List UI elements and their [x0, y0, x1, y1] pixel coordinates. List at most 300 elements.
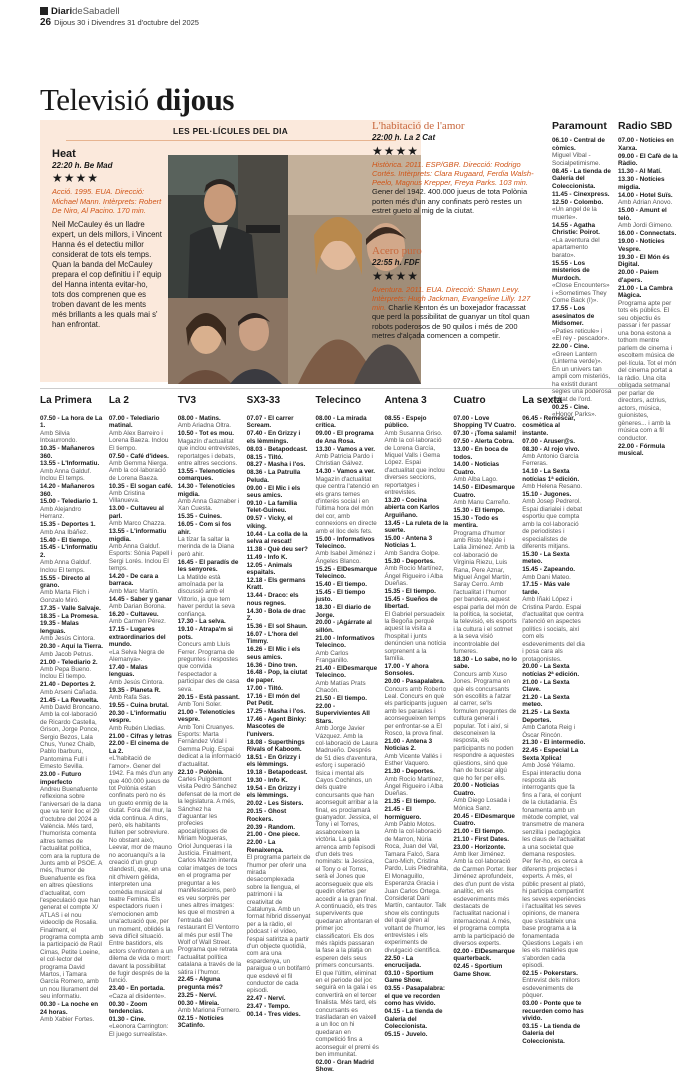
program-entry: [247, 631, 311, 646]
program-title: 06.10 - Central de còmics.: [552, 137, 605, 152]
program-entry: [40, 445, 104, 460]
film-credits: Acció. 1995. EUA. Direcció: Michael Mann. Intèrprets: Robert De Niro, Al Pacino. 170 min.: [52, 187, 162, 215]
program-title: 21.00 - Telediario 2.: [40, 658, 98, 666]
program-entry: [316, 589, 380, 604]
program-entry: [384, 970, 448, 985]
program-title: 08.30 - Al rojo vivo.: [522, 445, 580, 453]
program-title: 12.18 - Els germans Kratt.: [246, 577, 306, 592]
program-entry: [384, 497, 448, 519]
channel-tv3: [178, 395, 242, 1030]
program-entry: [247, 1011, 311, 1018]
program-title: 14.30 - Vamos a ver.: [315, 468, 376, 476]
program-title: 21.20 - La Sexta meteo.: [522, 694, 570, 709]
channel-sx3-33: [247, 395, 311, 1019]
program-title: 18.08 - Superthings Rivals of Kaboom.: [246, 738, 305, 753]
program-entry: [316, 581, 380, 588]
program-title: 23.47 - Tempo.: [246, 1003, 290, 1011]
program-entry: [384, 738, 448, 768]
program-entry: [40, 659, 104, 681]
program-entry: [247, 500, 311, 515]
program-description: Amb Pepa Bueno. Inclou El tiempo.: [40, 665, 92, 681]
program-title: 15.55 - Los misterios de Murdoch.: [552, 259, 590, 282]
program-title: 17.40 - Malas lenguas.: [108, 663, 148, 679]
program-entry: [247, 623, 311, 630]
program-title: 16.26 - El Mic i els seus amics.: [246, 646, 301, 661]
program-title: 13.00 - Cultaveu al parl.: [108, 505, 164, 520]
divider: [40, 388, 660, 389]
program-entry: [109, 710, 173, 732]
program-entry: [247, 785, 311, 800]
program-title: 19.54 - En Grizzy i els lèmmings.: [246, 785, 301, 800]
program-entry: [247, 531, 311, 546]
program-description: Amb Jesús Cintora.: [108, 678, 164, 686]
program-title: 07.00 - Love Shopping TV Cuatro.: [453, 415, 516, 430]
program-entry: [178, 430, 242, 467]
program-title: 15.40 - El tiempo.: [315, 580, 367, 588]
program-description: El Gabriel persuadeix la Begoña perquè aquest la visita a l'hospital i junts denúncien una notícia sorprenent a la família.: [384, 610, 447, 662]
program-description: Concurs amb Lluís Ferrer. Programa de preguntes i respostes que convida l'espectador a participar des de casa seva.: [177, 641, 240, 693]
program-description: «Green Lantern (Linterna verde)». En un univers tan ampli com misteriós, ha existit durant segles una poderosa unitat de l'ord.: [552, 350, 612, 403]
program-title: 21.00 - La Cambra Màgica.: [618, 284, 673, 299]
program-entry: [316, 665, 380, 695]
program-title: 19.30 - Info K.: [246, 777, 288, 785]
rating-stars-icon: ★★★★: [372, 143, 420, 158]
program-entry: [40, 681, 104, 696]
program-description: Amb Alex Barreiro i Lorena Baeza. Inclou El tiempo.: [108, 429, 169, 452]
program-title: 15.45 - Sueños de libertad.: [384, 595, 438, 611]
program-entry: [522, 581, 586, 662]
program-title: 14.30 - Telenotícies migdia.: [177, 483, 236, 498]
program-description: Amb Toni Cruanyes. Esports: Marta Fernàndez Vidal i Gemma Puig. Espai dedicat a la informació d'actualitat.: [177, 723, 241, 768]
program-title: 16.20 - Cultaveu.: [108, 611, 159, 619]
program-title: 17.00 - Y ahora Sonsoles.: [384, 662, 429, 678]
program-title: 11.38 - Què deu ser?: [246, 545, 308, 553]
channel-name: Radio SBD: [618, 120, 673, 132]
program-title: 07.40 - En Grizzy i els lèmmings.: [246, 430, 301, 445]
program-title: 09.10 - La família Telet-Guineu.: [246, 499, 298, 515]
film-habitacio: [372, 122, 540, 215]
program-entry: [247, 831, 311, 838]
program-title: 20.30 - L'informatiu vespre.: [108, 709, 167, 725]
program-description: Amb David Broncano. Amb la col·laboració de Ricardo Castella, Grison, Jorge Ponce, Sergio Bezos, Lala Chus, Yunez Chaib, Pablo Ibarburu, Pantomima Full i Ernesto Sevilla.: [40, 703, 102, 771]
program-description: Amb Jesús Cintora.: [40, 635, 95, 643]
program-entry: [40, 697, 104, 771]
program-title: 22.50 - La encrucijada.: [384, 954, 422, 970]
program-title: 04.15 - La tienda de Galería del Coleccionista.: [384, 1008, 443, 1030]
program-title: 15.35 - Deportes 1.: [40, 521, 96, 529]
program-description: Amb Helena Resano.: [522, 483, 583, 491]
program-entry: [316, 635, 380, 665]
film-synopsis: Gener del 1942. 400.000 jueus de tota Polònia porten més d'un any confinats però restes un estret gueto al mig de la ciutat.: [372, 187, 528, 216]
program-title: 22.10 - Polònia.: [177, 768, 224, 776]
program-entry: [247, 554, 311, 561]
program-title: 10.44 - La colla de la selva al rescat!: [246, 530, 308, 545]
film-acero: [372, 247, 540, 340]
program-entry: [40, 537, 104, 544]
program-entry: [618, 238, 678, 253]
program-title: 13.20 - Cocina abierta con Karlos Arguiñano.: [384, 496, 440, 519]
program-title: 22.00 - El cinema de La 2.: [108, 740, 169, 755]
program-title: 14.50 - ElDesmarque Cuatro.: [453, 484, 515, 499]
program-title: 14.20 - De cara a barraca.: [108, 573, 159, 588]
program-entry: [178, 709, 242, 768]
program-description: Amb Alejandro Herranz.: [40, 505, 81, 521]
program-title: 21.25 - La Sexta Deportes.: [522, 709, 570, 724]
program-entry: [178, 618, 242, 625]
program-entry: [384, 985, 448, 1007]
program-entry: [247, 592, 311, 607]
program-entry: [453, 461, 517, 483]
program-entry: [618, 230, 678, 238]
channel-telecinco: [316, 395, 380, 1074]
program-entry: [522, 739, 586, 746]
program-title: 20.00 - Noticias Cuatro.: [453, 782, 500, 797]
program-entry: [522, 446, 586, 468]
program-entry: [109, 573, 173, 595]
program-description: Programa d'humor amb Risto Mejide i Lalia Jiménez. Amb la col·laboració de Virginia Riezu, Luis Rana, Pere Aznar, Miguel Ángel Martín, Saray Cerro. Amb l'actualitat i l'humor per bandera, aquest espai parla del món de la política, la societat, la televisió, els esports i la cultura i el sotmet a la seva visió incontrolable del fumeres.: [453, 529, 518, 656]
program-entry: [522, 663, 586, 678]
program-entry: [384, 663, 448, 678]
program-title: 19.10 - Atrapa'm si pots.: [177, 626, 233, 641]
program-entry: [384, 806, 448, 954]
program-entry: [618, 269, 678, 284]
program-entry: [247, 461, 311, 468]
page-title: Televisió dijous: [40, 82, 234, 117]
program-description: Amb Patricia Pardo i Christian Gálvez.: [315, 453, 373, 468]
program-title: 17.55 - Los asesinatos de Midsomer.: [552, 305, 595, 327]
program-entry: [178, 1015, 242, 1030]
program-title: 20.00 - ¡Agárrate al sillón.: [315, 619, 372, 634]
film-time: 22:00 h. La 2 Cat: [372, 133, 436, 143]
program-title: 13.44 - Draco: els nous regnes.: [246, 592, 299, 607]
program-entry: [522, 694, 586, 709]
program-entry: [247, 469, 311, 484]
program-description: Amb Carmen Pérez.: [108, 618, 166, 626]
program-entry: [552, 343, 612, 403]
program-entry: [109, 611, 173, 626]
program-description: Amb Darian Borona.: [108, 603, 166, 611]
program-entry: [522, 1023, 586, 1045]
program-title: 08.27 - Masha i l'os.: [246, 461, 306, 469]
program-entry: [522, 468, 586, 490]
program-description: Concurs amb Xuso Jones. Programa en què els concursants són escollits a l'atzar al carrer, se'ls formulen preguntes de cultura general i popular. Tot i així, si desconeixen la resposta, els participants no poden respondre a aquestes qüestions, sinó que han de buscar algú que ho fer per ells.: [453, 670, 517, 782]
channel-name: TV3: [177, 395, 197, 406]
program-title: 20.15 - Està passant.: [177, 693, 240, 701]
program-entry: [453, 782, 517, 812]
channel-antena-3: [384, 395, 448, 1039]
channel-name: La 2: [108, 395, 129, 406]
program-description: Amb Iñaki López i Cristina Pardo. Espai d'actualitat que centra l'atenció en aspectes polítics i socials, així com els esdeveniments del dia i posa cara als protagonistes.: [522, 596, 585, 663]
program-title: 15.30 - Deportes.: [384, 557, 435, 565]
program-entry: [618, 168, 678, 176]
program-title: 03.55 - Pasapalabra: el que ve recorden como has vivido.: [384, 985, 445, 1008]
program-description: Miguel Vibal - Socialpetimisme.: [552, 152, 601, 167]
program-title: 17.25 - Masha i l'os.: [246, 707, 306, 715]
program-entry: [109, 505, 173, 527]
program-entry: [178, 694, 242, 709]
issue-date: Dijous 30 i Divendres 31 d'octubre del 2025: [54, 18, 199, 27]
program-title: 22.00 - Fórmula musical.: [618, 442, 665, 457]
program-title: 15.45 - El tiempo justo.: [315, 588, 366, 604]
program-title: 22.45 - Alguna pregunta més?: [177, 976, 223, 991]
program-entry: [453, 828, 517, 835]
program-entry: [522, 438, 586, 445]
program-title: 05.15 - Juvelo.: [384, 1030, 428, 1038]
program-entry: [453, 656, 517, 782]
program-title: 20.00 - Paiem d'apers.: [618, 269, 659, 284]
program-entry: [316, 536, 380, 566]
program-entry: [109, 733, 173, 740]
program-entry: [552, 191, 612, 199]
program-title: 19.30 - El Món és Digital.: [618, 253, 670, 268]
program-title: 21.00 - Telenotícies vespre.: [177, 708, 236, 724]
program-entry: [316, 604, 380, 619]
program-title: 15.10 - Jugones.: [522, 491, 572, 499]
program-description: Amb Alba Lago.: [453, 476, 498, 484]
program-entry: [618, 176, 678, 191]
program-description: Amb José Yélamo. Espai interactiu dona resposta als interrogants que fa fins a l'ara, el conjunt de la ciutadania. Es fonamenta amb un mètode complet, val transmetre de manera senzilla i pedagògica les claus de l'actualitat a una societat que demana respostes. Per fer-ho, es cerca a diferents projectes i experts. A més, el públic present al plató, hi participa compartint les seves experiències i l'actualitat les seves opinions, de manera que s'estableix una base programa a la fonamentada Qüestions Legals i en les els matèries que s'aborden cada episodi.: [522, 762, 586, 970]
program-entry: [618, 207, 678, 230]
program-title: 08.55 - Espejo público.: [384, 415, 427, 430]
program-title: 14.30 - Bola de drac Z.: [246, 607, 306, 623]
program-title: 09.57 - Vicky, el víking.: [246, 515, 293, 530]
program-description: Amb Anna Galduf. Inclou El temps.: [40, 467, 92, 483]
program-title: 21.30 - Deportes.: [384, 768, 435, 776]
program-description: Amb Vicente Vallés i Esther Vaquero.: [384, 752, 442, 768]
program-entry: [316, 415, 380, 430]
program-title: 21.10 - First Dates.: [453, 835, 509, 843]
program-description: Amb Carlota Reig i Óscar Rincón.: [522, 724, 576, 739]
program-title: 08.36 - La Patrulla Peluda.: [246, 469, 301, 484]
program-entry: [109, 985, 173, 1000]
program-title: 07.07 - El carrer Scream.: [246, 415, 294, 430]
program-entry: [552, 222, 612, 260]
program-description: Amb Rocío Martínez, Ángel Rigueiro i Alba Dueñas.: [384, 775, 444, 798]
program-entry: [384, 1008, 448, 1030]
program-entry: [247, 662, 311, 669]
program-entry: [109, 740, 173, 984]
program-title: 21.45 - El hormiguero.: [384, 806, 422, 821]
program-entry: [453, 415, 517, 430]
program-description: «Paties reticule» i «El rey - pescador».: [552, 327, 610, 342]
program-description: Amb Jorge Javier Vázquez. Amb la col·laboració de Laura Madrueño. Després de 51 dies d'aventura, esforç i superació física i mental als Cayos Cochinos, un dels quatre concursants que han aconseguit arribar a la final, es proclamarà guanyador. Jessica, el Tony i el Torres, assaboreixen la victòria. La gala arrenca amb l'episodi d'un dels tres nominats: la Jessica, el Tony o el Torres, serà el Jones que aconsegueix que els quedin ofertes per accedir a la gran final. A continuació, els tres supervivents que quedaran afrontaran el primer joc classificatori. Els dos més ràpids passaran la fase a la platja on esperen dels seus primers concursants. El que l'últim, eliminat en el periode del joc seguirà en la gala i es convertirà en el tercer finalista. Més tard, els concursants es traslladaran en vaixell a un lloc on hi quedaran en competició fins a aconseguir el premi és ben immunitat.: [315, 725, 380, 1059]
program-title: 21.45 - La Revuelta.: [40, 696, 99, 704]
program-description: La tízar fa saltar la merinda de la Diana però ahir.: [177, 536, 235, 558]
program-title: 03.10 - Sportium Game Show.: [384, 970, 434, 985]
program-title: 20.30 - Aquí la Tierra.: [40, 643, 103, 651]
program-title: 21.50 - El tiempo.: [315, 695, 367, 703]
program-entry: [247, 808, 311, 823]
program-description: Amb Antonio García Ferreras.: [522, 453, 579, 468]
channel-name: La sexta: [522, 395, 563, 406]
program-description: «Honor Parks».: [552, 411, 597, 418]
program-title: 11.49 - Info K.: [246, 553, 288, 561]
program-title: 13.55 - Telenotícies comarques.: [177, 467, 236, 483]
program-title: 15.36 - El sol Shaun.: [246, 622, 308, 630]
program-title: 20.00 - Pasapalabra.: [384, 678, 445, 686]
program-title: 15.40 - El tiempo.: [40, 536, 92, 544]
program-description: Amb Anna Galduf. Inclou El temps.: [40, 559, 92, 574]
program-title: 21.00 - Cifras y letras: [108, 732, 172, 740]
program-entry: [316, 703, 380, 1059]
program-title: 10.35 - Mañaneros 360.: [40, 445, 95, 460]
program-title: 13.55 - L'informatiu migdia.: [108, 528, 167, 543]
program-entry: [40, 620, 104, 642]
program-title: 20.02 - Les Sisters.: [246, 800, 304, 808]
program-entry: [247, 739, 311, 754]
program-entry: [109, 1001, 173, 1016]
program-entry: [40, 643, 104, 658]
program-title: 19.18 - Betapodcast.: [246, 769, 308, 777]
program-title: 16.45 - El paradís de les senyores.: [177, 558, 239, 574]
program-entry: [109, 687, 173, 702]
program-description: Programa apte per tots els públics. El seu objectiu és passar i fer passar una bona estona a tothom mentre parlem de cinema i escoltem música de pel·lícula. Tot el món del cinema portat a la ràdio. Una cita obligada setmanal per parlar de directors, actrius, actors, música, guionistes, gèneres... i amb la música com a fil conductor.: [618, 299, 677, 442]
program-entry: [618, 254, 678, 269]
channel-name: Antena 3: [384, 395, 427, 406]
program-entry: [522, 679, 586, 694]
program-description: Amb Dani Mateo.: [522, 573, 571, 581]
channel-grid: [40, 395, 660, 1074]
program-entry: [384, 415, 448, 496]
program-title: 16.48 - Pop, la ciutat de paper.: [246, 669, 308, 684]
program-title: 19.00 - Notícies Vespre.: [618, 238, 665, 253]
film-heat: [52, 150, 162, 330]
program-entry: [522, 415, 586, 437]
program-title: 03.00 - Ponte que te recuerden como has vivido.: [522, 1000, 584, 1022]
program-entry: [618, 137, 678, 152]
program-title: 06.45 - Remescar, cosmètica al instante.: [522, 415, 576, 437]
program-description: Amb Marc Martín.: [108, 587, 159, 595]
program-title: 00.30 - La noche en 24 horas.: [40, 1001, 99, 1016]
program-title: 14.55 - Agatha Christie: Poirot.: [552, 221, 600, 236]
program-entry: [618, 192, 678, 207]
program-title: 13.30 - Vamos a ver.: [315, 445, 376, 453]
program-entry: [109, 415, 173, 452]
program-title: 15.00 - Informativos Telecinco.: [315, 535, 375, 550]
program-title: 08.03 - Betapodcast.: [246, 445, 308, 453]
program-title: 21.30 - El intermedio.: [522, 739, 586, 747]
program-title: 09.00 - El programa de Ana Rosa.: [315, 430, 374, 445]
program-entry: [522, 1000, 586, 1022]
program-description: «Un angel de la muerte».: [552, 206, 597, 221]
program-entry: [109, 1016, 173, 1038]
program-entry: [247, 446, 311, 453]
program-title: 22.00 - La Renaixença.: [246, 839, 284, 854]
program-title: 17.30 - La selva.: [177, 618, 226, 626]
program-entry: [316, 695, 380, 702]
program-entry: [247, 577, 311, 592]
program-description: Amb Sandra Golpe.: [384, 549, 440, 557]
program-title: 19.35 - Malas lenguas.: [40, 620, 79, 635]
program-title: 15.30 - Todo es mentira.: [453, 514, 499, 530]
program-description: Amb Toni Soler.: [177, 700, 222, 708]
program-title: 08.45 - La tienda de Galería del Coleccionista.: [552, 167, 611, 190]
channel-name: Cuatro: [453, 395, 486, 406]
program-title: 17.16 - El món del Pet Petit.: [246, 692, 300, 708]
program-entry: [453, 963, 517, 978]
channel-name: Paramount: [552, 120, 607, 132]
film-credits: Aventura. 2011. EUA. Direcció: Shawn Levy. Intèrprets: Hugh Jackman, Evangeline Lilly. 127 min.: [372, 284, 531, 313]
program-title: 18.35 - La Promesa.: [40, 612, 99, 620]
program-entry: [384, 588, 448, 595]
program-description: Amb Jordi Gimeno.: [618, 222, 673, 229]
program-title: 00.25 - Cine.: [552, 403, 590, 411]
film-title: Acero puro: [372, 245, 422, 257]
program-entry: [247, 515, 311, 530]
program-entry: [247, 693, 311, 708]
program-entry: [453, 507, 517, 514]
program-title: 12.50 - Colombo.: [552, 198, 604, 206]
channel-la-2: [109, 395, 173, 1039]
program-entry: [384, 798, 448, 805]
program-title: 21.00 - La Sexta Clave.: [522, 678, 570, 694]
program-title: 21.40 - ElDesmarque Telecinco.: [315, 664, 378, 680]
program-title: 19.35 - Planeta R.: [108, 686, 161, 694]
program-entry: [453, 484, 517, 506]
films-heading: LES PEL·LÍCULES DEL DIA: [40, 126, 421, 141]
program-entry: [522, 970, 586, 1000]
channel-name: SX3-33: [246, 395, 281, 406]
logo-square-icon: [40, 7, 48, 15]
program-title: 00.30 - Mireia.: [177, 999, 220, 1007]
program-title: 10.35 - El sogan café.: [108, 482, 173, 490]
program-entry: [178, 521, 242, 558]
program-entry: [316, 468, 380, 535]
program-title: 00.30 - Zoom tendencias.: [108, 1000, 148, 1016]
rating-stars-icon: ★★★★: [372, 268, 420, 283]
program-description: Amb Marco Chazza.: [108, 520, 166, 528]
program-title: 18.30 - El diario de Jorge.: [315, 604, 371, 619]
program-description: Concurs amb Roberto Leal. Concurs en què els participants juguen amb les paraules i aconsegueixen temps per enfrontar-se a El Rosco, la prova final.: [384, 685, 448, 738]
program-title: 23.00 - Horizonte.: [453, 843, 506, 851]
program-description: «L'habitació de l'amor». Gener del 1942. Fa més d'un any que 400.000 jueus de tot Polònia estan confinats però no és un gueto enmig de la ciutat. Fora del mur, la vida continua. A dins, però, els habitants lluiten per sobreviure. No obstant això, Leevar, mor de mauno no acoruanqui's a la creació d'un grup clandestí, que, en una nit d'hivern gèlida, interpreten una comèdia musical al teatre Femina. Els espectadors riuen i s'emocionen amb una'actuació que, per un moment, oblidés la seva difícil situació. Entre bastidors, els actors s'enfronten a un dilema de vida o mort: davant la possibilitat de fugir després de la funció.: [108, 755, 173, 985]
program-entry: [522, 551, 586, 566]
program-entry: [247, 824, 311, 831]
program-entry: [40, 544, 104, 574]
program-description: Entrevist dels millors esdeveniments de pòquer.: [522, 977, 580, 1000]
program-description: Amb Pablo Motos. Amb la col·laboració de Marron, Núria Roca, Juan del Val, Tamara Falcó, Sara Caro-Mich, Cristina Pardo, Luis Piedrahita, El Monaguillo, Esperanza Gracia i Juan Carlos Ortega. Considerat Dani Martín, cantautor. Talk show els continguts del qual giren al voltant de l'humor, les entrevistes i els experiments de divulgació científica.: [384, 820, 449, 954]
program-title: 11.45 - Cinexpress.: [552, 190, 610, 198]
program-description: Amb Susanna Griso. Amb la col·laboració de Lorena García, Miquel Valls i Gema López. Espai d'actualitat que inclou diverses seccions, reportatges i entrevistes.: [384, 429, 445, 497]
program-entry: [552, 137, 612, 167]
program-entry: [247, 800, 311, 807]
program-entry: [178, 559, 242, 618]
program-title: 17.35 - Valle Salvaje.: [40, 604, 101, 612]
program-entry: [552, 199, 612, 222]
program-description: Magazín d'actualitat que centra l'atenció en els grans temes d'interès social i en l'última hora del món del cor, amb connexions en directe amb el lloc dels fets.: [315, 475, 379, 535]
program-description: El programa parteix de l'humor per oferir una mirada desacomplexada sobre la llengua, el patrimoni i la creativitat de Catalunya. Amb un format híbrid dissenyat per a la ràdio, el pòdcast i el vídeo, l'espai satiritza a partir d'un objecte quotidià, com ara una espardenya, un paraigua o un botifarró que esdevé el fil conductor de cada episodi.: [246, 854, 311, 995]
program-entry: [384, 678, 448, 737]
program-title: 14.00 - Hotel Suïs.: [618, 191, 673, 199]
program-entry: [247, 685, 311, 692]
program-description: Amb Silvia Intxaurrondo.: [40, 429, 78, 445]
program-title: 20.39 - Random.: [246, 823, 295, 831]
program-title: 16.05 - Com si fos ahir.: [177, 521, 232, 536]
program-entry: [522, 491, 586, 550]
program-description: «Caza al disidente».: [108, 992, 166, 1000]
program-entry: [247, 646, 311, 661]
program-title: 18.30 - Lo sabe, no lo sabe.: [453, 656, 518, 671]
program-title: 15.30 - El tiempo.: [453, 506, 505, 514]
program-title: 07.50 - La hora de La 1.: [40, 415, 103, 430]
program-entry: [522, 747, 586, 969]
program-title: 02.15 - Notícies 3Catinfo.: [177, 1015, 224, 1030]
channel-la-sexta: [522, 395, 586, 1046]
program-entry: [40, 613, 104, 620]
program-entry: [40, 521, 104, 536]
program-title: 17.15 - Más vale tarde.: [522, 581, 570, 596]
program-entry: [40, 771, 104, 1001]
